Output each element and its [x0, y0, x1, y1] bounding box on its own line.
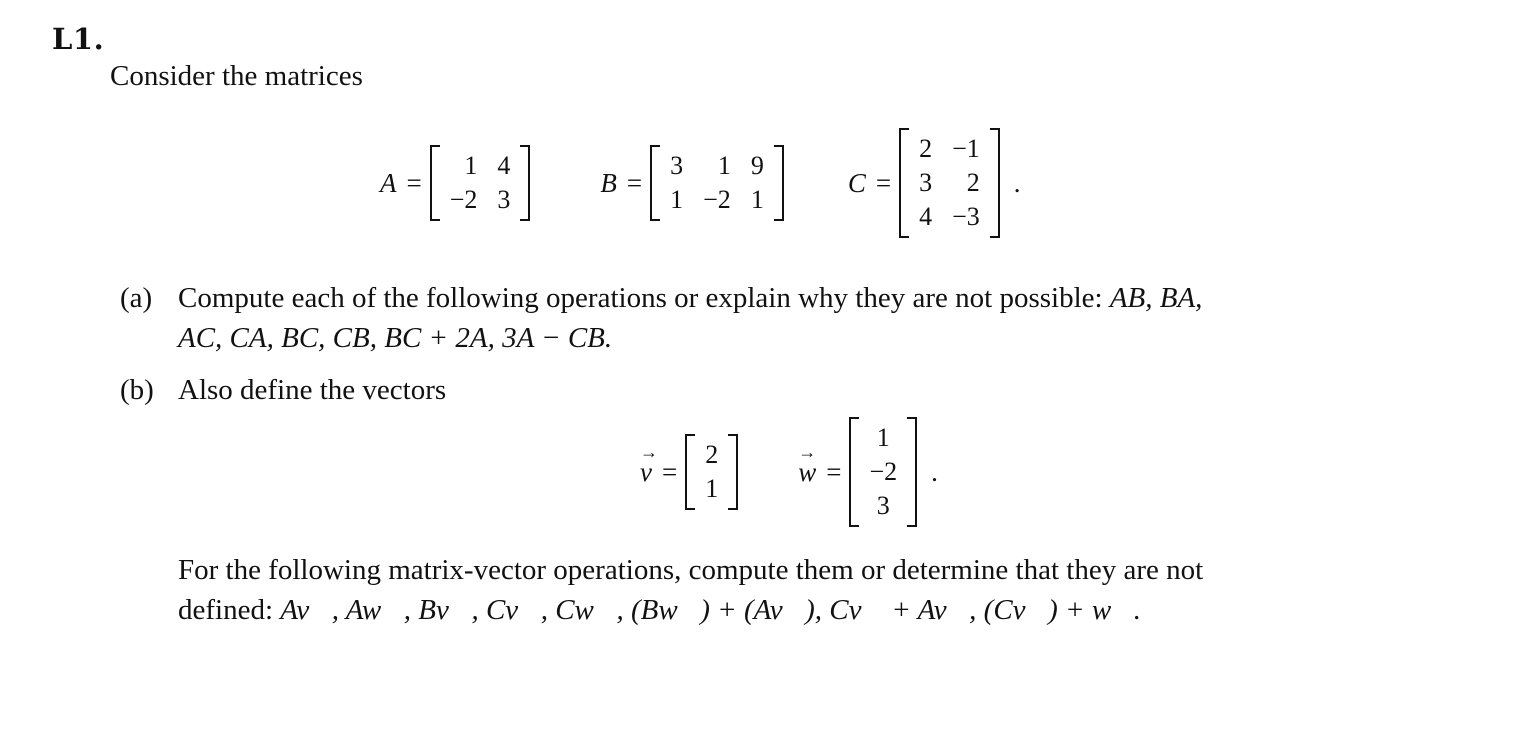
matrix-row: [440, 183, 521, 217]
part-a-math-1: AB, BA,: [1109, 282, 1203, 314]
matrix-cell: −2: [703, 185, 731, 214]
matrix-a: [430, 145, 531, 221]
matrix-row: [695, 472, 728, 506]
matrix-cell: 1: [464, 151, 478, 180]
equals-sign: =: [826, 456, 842, 487]
matrix-row: [660, 149, 774, 183]
matrix-c: [899, 128, 1000, 238]
matrix-row: [440, 149, 521, 183]
matrix-c-name: C: [847, 167, 866, 198]
followup-line-2: [178, 590, 1203, 630]
vector-v: [685, 434, 738, 510]
part-a-label: (a): [120, 282, 153, 314]
part-a-line-1: [178, 278, 1202, 318]
followup-defined-label: defined:: [178, 594, 281, 626]
followup-math: Av⃗, Aw⃗, Bv⃗, Cv⃗, Cw⃗, (Bw⃗) + (Av⃗), Cv⃗ + Av⃗, (Cv⃗) + w⃗.: [280, 594, 1141, 626]
matrix-cell: 1: [717, 151, 731, 180]
period: .: [1013, 167, 1021, 198]
followup-line-1: For the following matrix-vector operations, compute them or determine that they are not: [178, 554, 1204, 586]
part-a-instruction: Compute each of the following operations or explain why they are not possible:: [178, 282, 1110, 314]
vector-entry: 1: [705, 474, 719, 503]
vector-arrow: →: [640, 441, 658, 462]
vector-entry: 1: [876, 423, 890, 452]
matrix-b-name: B: [600, 167, 617, 198]
vector-entry: 3: [876, 491, 890, 520]
matrix-a-definition: [380, 145, 530, 221]
matrix-cell: 2: [966, 168, 980, 197]
matrix-cell: 1: [750, 185, 764, 214]
matrix-row: [859, 455, 907, 489]
matrix-row: [909, 132, 990, 166]
matrix-cell: −3: [952, 202, 980, 231]
matrix-cell: −2: [449, 185, 478, 214]
matrix-cell: 4: [497, 151, 511, 180]
matrix-cell: 3: [919, 168, 933, 197]
matrix-row: [695, 438, 728, 472]
matrix-a-name: A: [380, 167, 397, 198]
matrix-row: [660, 183, 774, 217]
problem-label: L1.: [52, 22, 105, 56]
matrix-b: [650, 145, 784, 221]
matrix-cell: 2: [919, 134, 933, 163]
equals-sign: =: [626, 167, 643, 198]
matrix-row: [859, 489, 907, 523]
vector-entry: 2: [705, 440, 719, 469]
vector-definitions: [640, 414, 938, 530]
followup-paragraph: [178, 550, 1203, 630]
part-a-line-2: AC, CA, BC, CB, BC + 2A, 3A − CB.: [178, 322, 613, 354]
part-b-text: Also define the vectors: [178, 374, 447, 406]
matrix-cell: −1: [952, 134, 980, 163]
vector-v-definition: [640, 434, 738, 510]
matrix-row: [859, 421, 907, 455]
equals-sign: =: [661, 456, 678, 487]
matrix-cell: 9: [750, 151, 764, 180]
matrix-row: [909, 200, 990, 234]
matrix-c-definition: [848, 128, 1021, 238]
matrix-row: [909, 166, 990, 200]
equals-sign: =: [875, 167, 892, 198]
matrix-cell: 3: [670, 151, 684, 180]
matrix-cell: 4: [919, 202, 933, 231]
matrix-definitions: [380, 128, 1020, 238]
matrix-cell: 3: [497, 185, 511, 214]
vector-w: [849, 417, 917, 527]
part-b-label: (b): [120, 374, 154, 406]
matrix-b-definition: [600, 145, 783, 221]
period: .: [931, 456, 938, 487]
intro-text: Consider the matrices: [110, 60, 363, 92]
equals-sign: =: [406, 167, 422, 198]
vector-arrow: →: [798, 441, 817, 462]
vector-entry: −2: [869, 457, 898, 486]
vector-w-name: → w: [798, 441, 817, 487]
vector-v-name: → v: [640, 441, 658, 487]
vector-w-definition: [798, 417, 938, 527]
matrix-cell: 1: [670, 185, 684, 214]
